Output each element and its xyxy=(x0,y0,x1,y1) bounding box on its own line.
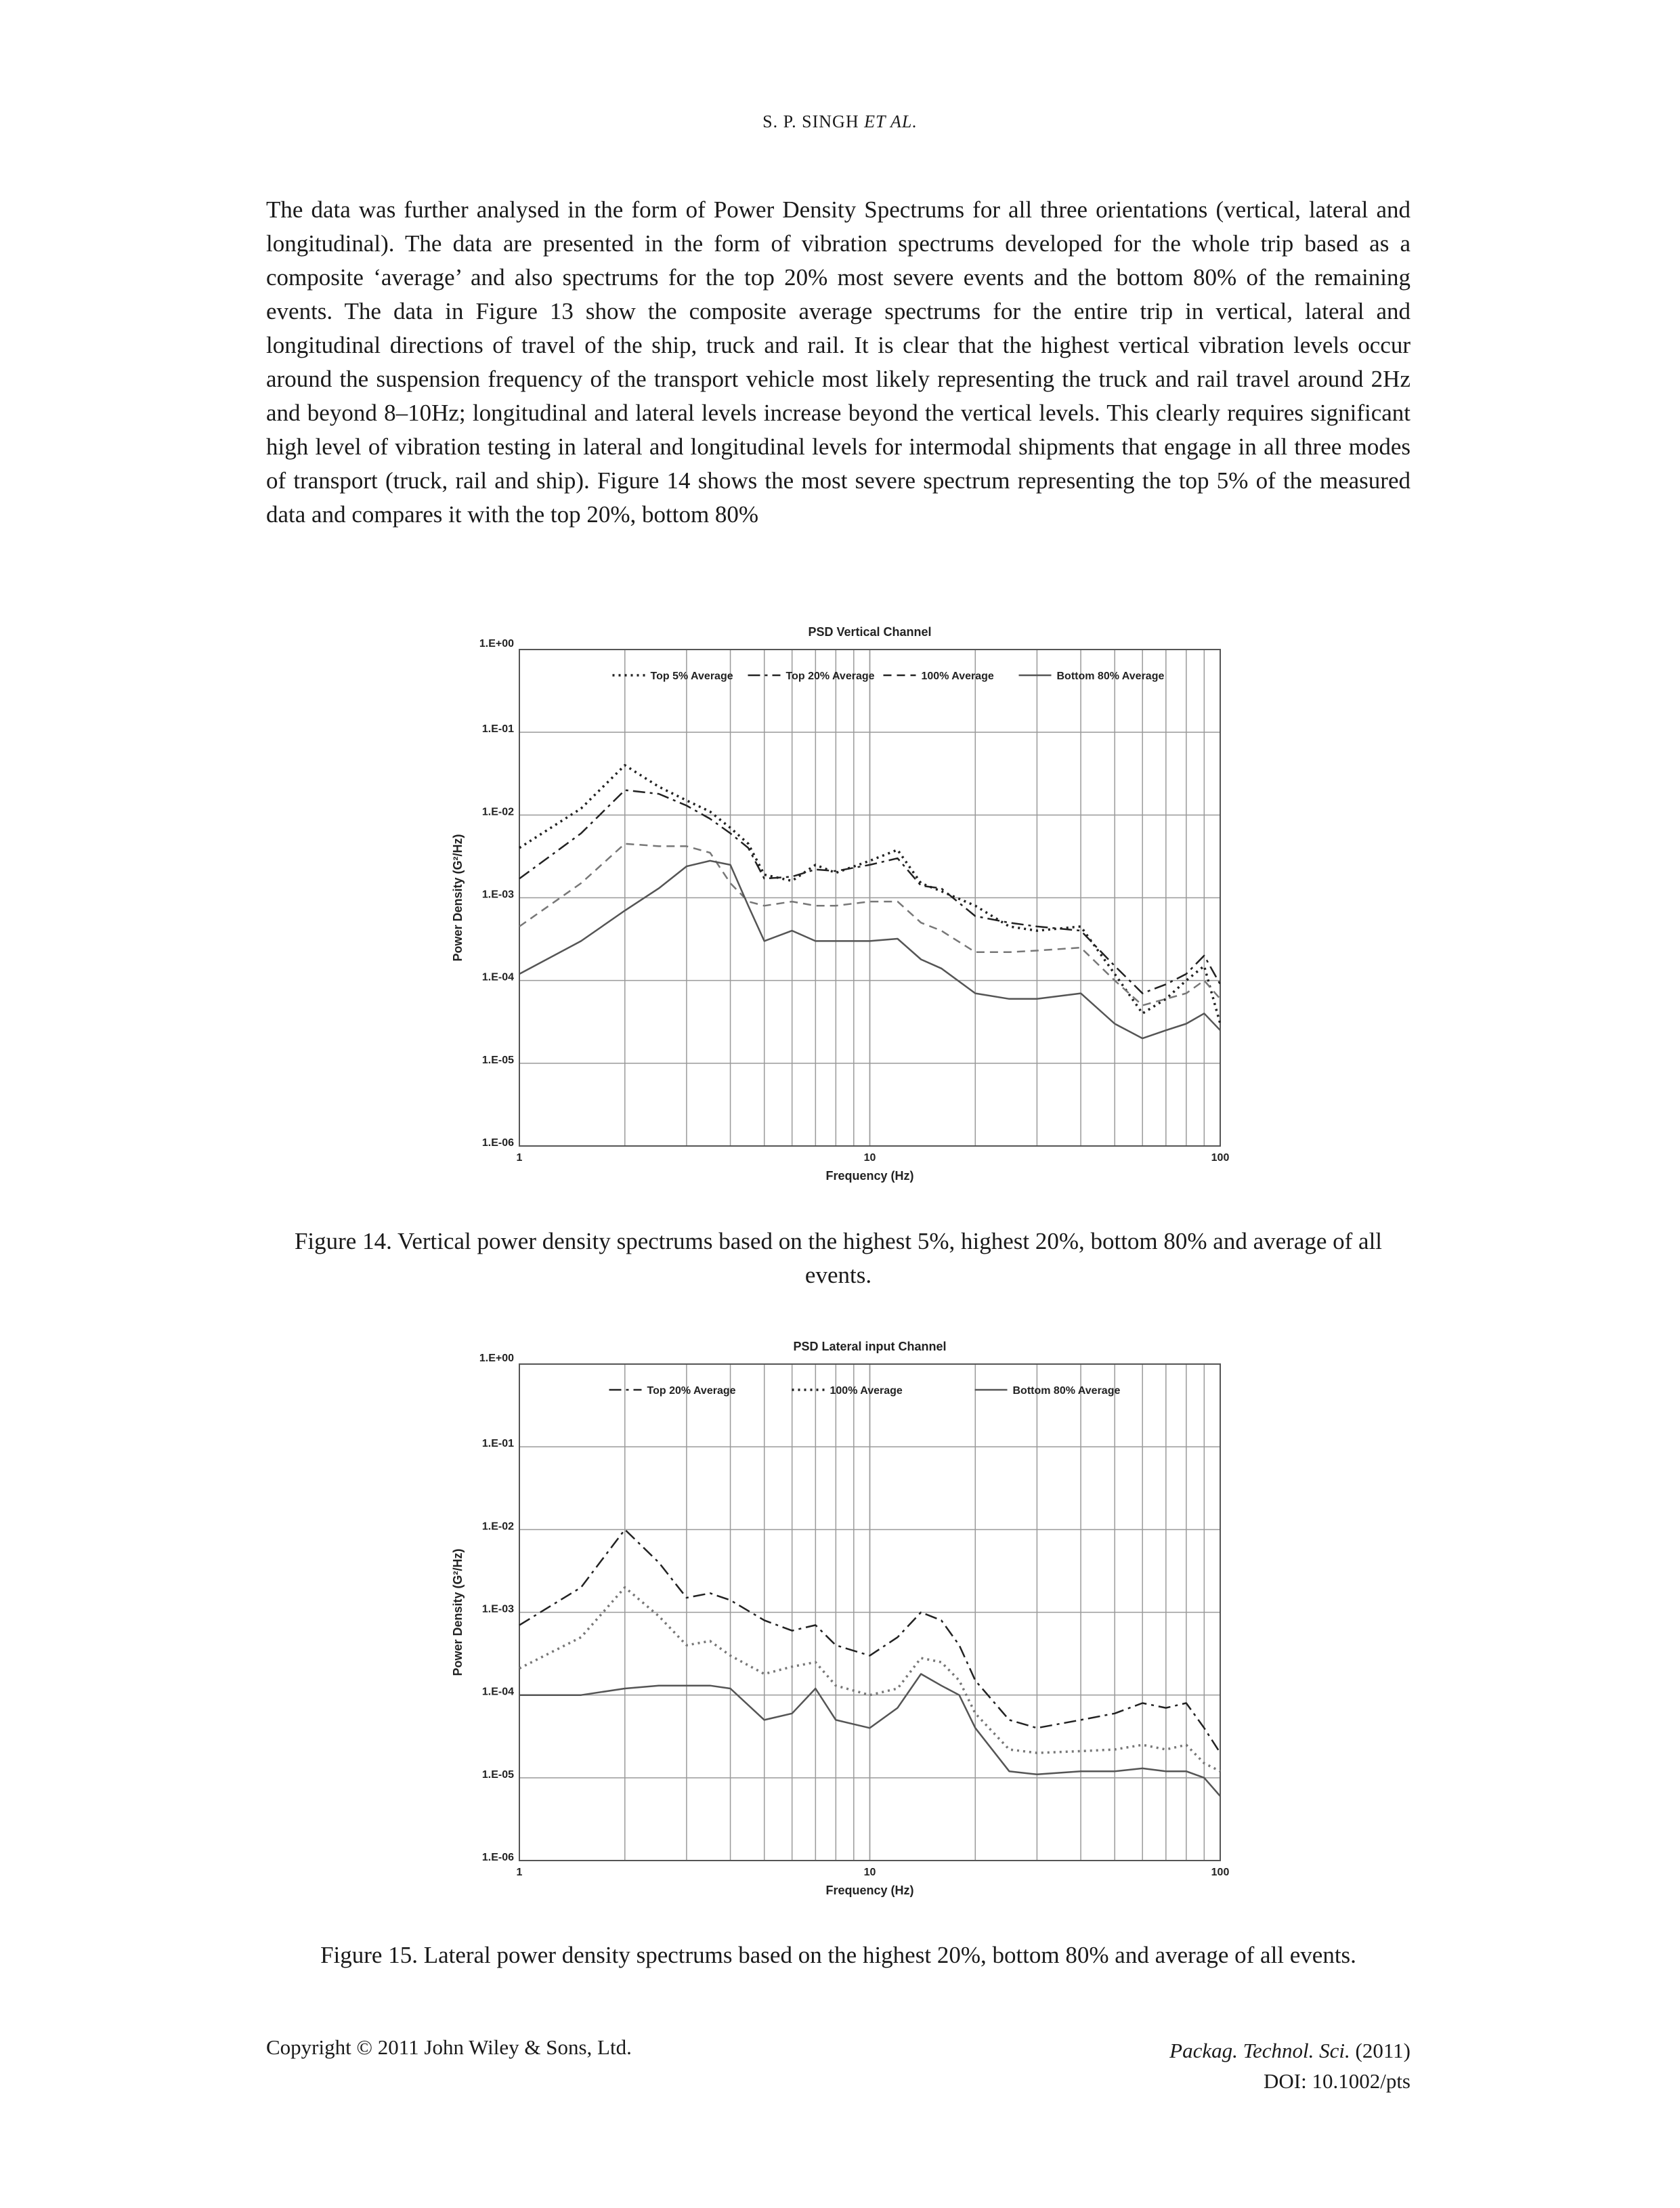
y-tick-label: 1.E-02 xyxy=(481,1521,514,1533)
legend-label: Top 20% Average xyxy=(785,671,875,682)
y-tick-label: 1.E-01 xyxy=(481,1438,514,1450)
body-paragraph: The data was further analysed in the form of Power Density Spectrums for all three orientations (vertical, lateral and longitudinal). The data are presented in the form of vibration spectrums developed for the whole trip based as a composite ‘average’ and also spectrums for the top 20% most severe events and the bottom 80% of the remaining events. The data in Figure 13 show the composite average spectrums for the entire trip in vertical, lateral and longitudinal directions of travel of the ship, truck and rail. It is clear that the highest vertical vibration levels occur around the suspension frequency of the transport vehicle most likely representing the truck and rail travel around 2Hz and beyond 8–10Hz; longitudinal and lateral levels increase beyond the vertical levels. This clearly requires significant high level of vibration testing in lateral and longitudinal levels for intermodal shipments that engage in all three modes of transport (truck, rail and ship). Figure 14 shows the most severe spectrum representing the top 5% of the measured data and compares it with the top 20%, bottom 80% xyxy=(266,196,1410,528)
psd-lateral-chart-svg xyxy=(433,1328,1246,1917)
y-tick-label: 1.E-06 xyxy=(481,1137,514,1149)
legend-label: Bottom 80% Average xyxy=(1056,671,1165,682)
legend-label: 100% Average xyxy=(921,671,994,682)
footer-year: (2011) xyxy=(1355,2039,1410,2062)
footer-citation xyxy=(1169,2035,1410,2096)
figure-15-chart xyxy=(433,1328,1246,1917)
legend-label: Bottom 80% Average xyxy=(1012,1385,1121,1397)
chart-title: PSD Vertical Channel xyxy=(808,625,932,639)
y-tick-label: 1.E-03 xyxy=(481,1603,514,1615)
y-tick-label: 1.E+00 xyxy=(479,638,514,650)
y-tick-label: 1.E-05 xyxy=(481,1768,514,1781)
legend-label: Top 20% Average xyxy=(647,1385,736,1397)
legend-label: 100% Average xyxy=(830,1385,903,1397)
footer-journal: Packag. Technol. Sci. xyxy=(1169,2039,1350,2062)
y-tick-label: 1.E-04 xyxy=(481,1686,514,1698)
psd-vertical-chart-svg xyxy=(433,613,1246,1202)
figure-14-chart xyxy=(433,613,1246,1202)
x-tick-label: 100 xyxy=(1211,1152,1230,1164)
grid xyxy=(519,1364,1220,1861)
x-tick-label: 10 xyxy=(863,1152,876,1164)
x-tick-label: 100 xyxy=(1211,1867,1230,1878)
chart-title: PSD Lateral input Channel xyxy=(793,1340,947,1353)
header-authors: S. P. SINGH xyxy=(762,112,859,131)
y-tick-label: 1.E-03 xyxy=(481,889,514,901)
y-tick-label: 1.E+00 xyxy=(479,1353,514,1364)
figure-15-caption: Figure 15. Lateral power density spectrums based on the highest 20%, bottom 80% and average of all events. xyxy=(320,1942,1356,1968)
y-tick-label: 1.E-04 xyxy=(481,971,514,983)
header-etal: ET AL. xyxy=(864,112,918,131)
footer-copyright: Copyright © 2011 John Wiley & Sons, Ltd. xyxy=(266,2035,632,2059)
x-tick-label: 1 xyxy=(516,1867,523,1878)
y-axis-label: Power Density (G²/Hz) xyxy=(451,1548,465,1676)
y-tick-label: 1.E-02 xyxy=(481,806,514,818)
footer-doi: DOI: 10.1002/pts xyxy=(1264,2069,1410,2093)
x-axis-label: Frequency (Hz) xyxy=(825,1884,914,1897)
figure-14-caption: Figure 14. Vertical power density spectrums based on the highest 5%, highest 20%, bottom 80% and average of all events. xyxy=(294,1228,1383,1288)
y-tick-label: 1.E-06 xyxy=(481,1852,514,1863)
y-tick-label: 1.E-05 xyxy=(481,1054,514,1066)
x-tick-label: 10 xyxy=(863,1867,876,1878)
running-header xyxy=(0,112,1680,132)
y-tick-label: 1.E-01 xyxy=(481,723,514,736)
y-axis-label: Power Density (G²/Hz) xyxy=(451,834,465,962)
x-axis-label: Frequency (Hz) xyxy=(825,1169,914,1183)
grid xyxy=(519,650,1220,1146)
legend-label: Top 5% Average xyxy=(650,671,733,682)
x-tick-label: 1 xyxy=(516,1152,523,1164)
